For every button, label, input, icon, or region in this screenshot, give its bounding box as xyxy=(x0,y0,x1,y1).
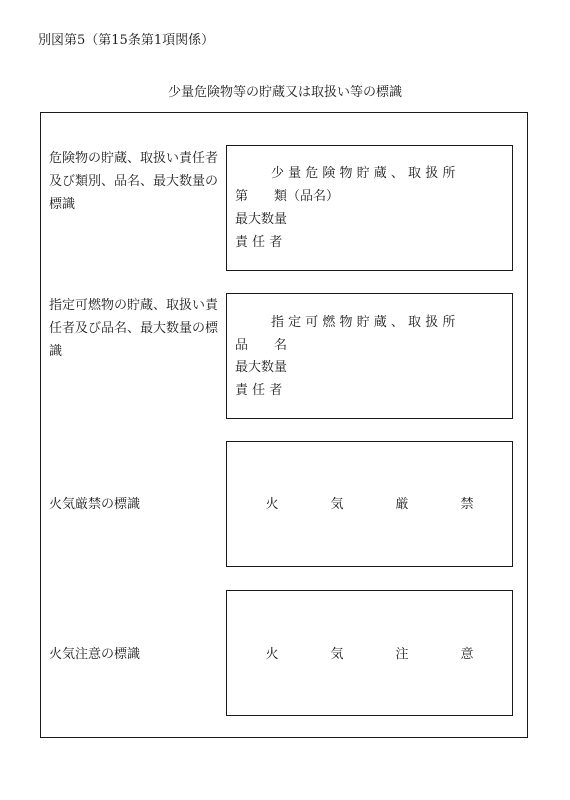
sign-combustible-storage xyxy=(226,293,513,419)
sign-fire-caution-text: 火 気 注 意 xyxy=(265,647,474,662)
row-label-line: 標識 xyxy=(49,197,76,212)
row-label-line: 火気厳禁の標識 xyxy=(49,497,141,512)
sign-hazmat-storage xyxy=(226,145,513,271)
sign-class-field: 第 類（品名） xyxy=(235,189,340,204)
sign-item-name-field: 品 名 xyxy=(235,338,288,353)
sign-responsible-field: 責 任 者 xyxy=(235,383,283,398)
row-label-fire-caution xyxy=(49,643,229,666)
sign-heading: 指 定 可 燃 物 貯 蔵 、 取 扱 所 xyxy=(271,315,456,330)
sign-fire-caution xyxy=(226,590,513,716)
row-label-line: 及び類別、品名、最大数量の xyxy=(49,174,219,189)
sign-max-quantity-field: 最大数量 xyxy=(235,360,288,375)
sign-heading: 少 量 危 険 物 貯 蔵 、 取 扱 所 xyxy=(271,166,456,181)
figure-reference: 別図第5（第15条第1項関係） xyxy=(38,33,215,48)
row-label-hazmat xyxy=(49,147,229,216)
row-label-line: 任者及び品名、最大数量の標 xyxy=(49,321,219,336)
row-label-line: 火気注意の標識 xyxy=(49,647,141,662)
sign-no-fire xyxy=(226,441,513,567)
sign-max-quantity-field: 最大数量 xyxy=(235,212,288,227)
row-label-line: 指定可燃物の貯蔵、取扱い責 xyxy=(49,298,219,313)
row-label-line: 危険物の貯蔵、取扱い責任者 xyxy=(49,151,219,166)
row-label-combustible xyxy=(49,294,229,363)
document-title: 少量危険物等の貯蔵又は取扱い等の標識 xyxy=(167,85,402,100)
row-label-no-fire xyxy=(49,493,229,516)
sign-responsible-field: 責 任 者 xyxy=(235,235,283,250)
row-label-line: 識 xyxy=(49,344,63,359)
sign-no-fire-text: 火 気 厳 禁 xyxy=(265,497,474,512)
